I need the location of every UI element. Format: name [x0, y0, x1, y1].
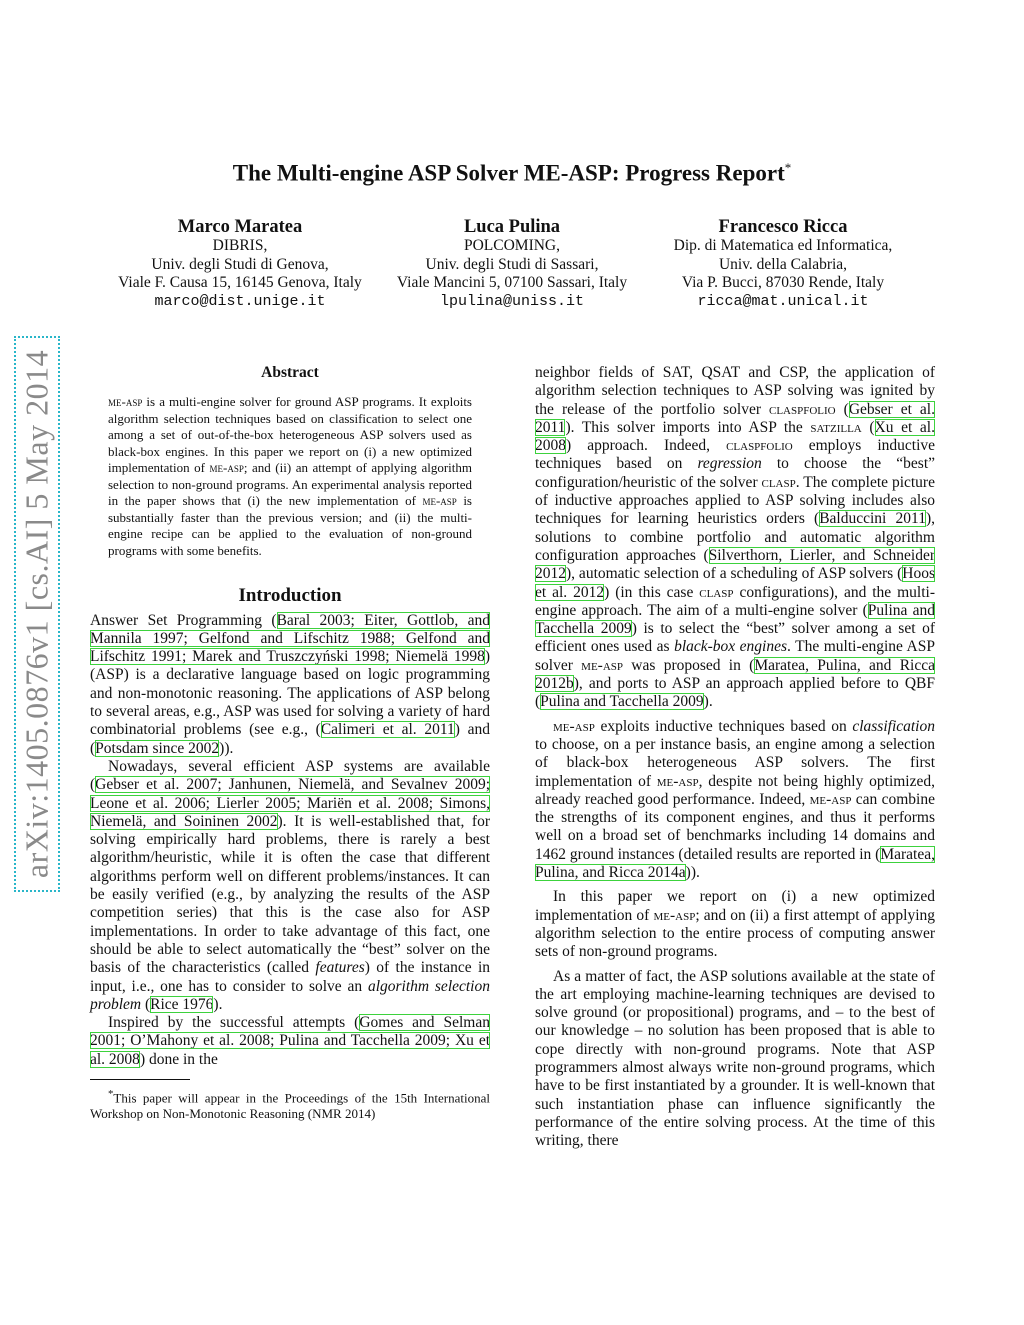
system-name: me-asp [809, 790, 852, 808]
citation-link[interactable]: Hoos et al. 2012 [535, 565, 935, 601]
left-column [90, 364, 490, 1122]
author-address: Viale Mancini 5, 07100 Sassari, Italy [396, 274, 628, 291]
author-affiliation: DIBRIS, [212, 237, 268, 254]
emphasis: features [315, 959, 365, 977]
intro-paragraph-1: Answer Set Programming (Baral 2003; Eiter, Gottlob, and Mannila 1997; Gelfond and Lifschitz 1988; Gelfond and Lifschitz 1991; Marek and Truszczyński 1998; Niemelä 1998) (ASP) is a declarative language based on logic programming and non-monotonic reasoning. The applications of ASP belong to several areas, e.g., ASP was used for solving a variety of hard combinatorial problems (see e.g., (Calimeri et al. 2011) and (Potsdam since 2002)). [90, 611, 491, 757]
abstract-heading: Abstract [261, 364, 319, 381]
author-email: ricca@mat.unical.it [697, 292, 869, 310]
author-name: Luca Pulina [463, 217, 561, 237]
author-affiliation: POLCOMING, [463, 237, 561, 254]
author-block-2 [372, 217, 652, 311]
body-paragraph-1: neighbor fields of SAT, QSAT and CSP, the application of algorithm selection techniques to ASP solving was ignited by the release of the portfolio solver claspfolio (Gebser et al. 2011). This solver imports into ASP the satzilla (Xu et al. 2008) approach. Indeed, claspfolio employs inductive techniques based on regression to choose the “best” configuration/heuristic of the solver clasp. The complete picture of inductive approaches applied to ASP solving includes also techniques for learning heuristics orders (Balduccini 2011), solutions to combine portfolio and automatic algorithm configuration approaches (Silverthorn, Lierler, and Schneider 2012), automatic selection of a scheduling of ASP solvers (Hoos et al. 2012) (in this case clasp configurations), and the multi-engine approach. The aim of a multi-engine solver (Pulina and Tacchella 2009) is to select the “best” solver among a set of efficient ones used as black-box engines. The multi-engine ASP solver me-asp was proposed in (Maratea, Pulina, and Ricca 2012b), and ports to ASP an approach applied before to QBF (Pulina and Tacchella 2009). [535, 364, 936, 711]
author-name: Marco Maratea [177, 217, 303, 237]
arxiv-identifier-box [14, 336, 60, 892]
system-name: me-asp [108, 394, 143, 410]
intro-paragraph-2: Nowadays, several efficient ASP systems are available (Gebser et al. 2007; Janhunen, Niemelä, and Sevalnev 2009; Leone et al. 2006; Lierler 2005; Mariën et al. 2008; Simons, Niemelä, and Soininen 2002). It is well-established that, for solving empirically hard problems, there is rarely a best algorithm/heuristic, while it is often the case that different algorithms perform well on different problems/instances. It can be easily verified (e.g., by analyzing the results of the ASP competition series) that this is the case also for ASP implementations. In order to take advantage of this fact, one should be able to select automatically the “best” solver on the basis of the characteristics (called features) of the instance in input, i.e., one has to consider to solve an algorithm selection problem (Rice 1976). [90, 757, 490, 1013]
system-name: me-asp [209, 460, 244, 476]
citation-link[interactable]: Calimeri et al. 2011 [320, 721, 455, 739]
system-name: me-asp [553, 717, 595, 735]
citation-link[interactable]: Rice 1976 [150, 995, 214, 1013]
system-name: clasp [761, 473, 796, 491]
author-block-1 [90, 217, 390, 311]
author-address: Viale F. Causa 15, 16145 Genova, Italy [118, 274, 362, 291]
body-paragraph-3: In this paper we report on (i) a new optimized implementation of me-asp; and on (ii) a first attempt of applying algorithm selection to the entire process of computing answer sets of non-ground programs. [535, 888, 935, 961]
system-name: me-asp [581, 656, 624, 674]
emphasis: algorithm selection problem [90, 977, 490, 1013]
author-email: lpulina@uniss.it [439, 292, 585, 310]
arxiv-identifier: arXiv:1405.0876v1 [cs.AI] 5 May 2014 [18, 349, 55, 879]
emphasis: classification [852, 717, 935, 735]
citation-link[interactable]: Maratea, Pulina, and Ricca 2012b [535, 656, 935, 693]
emphasis: regression [697, 455, 762, 473]
system-name: me-asp [656, 772, 699, 790]
section-heading-introduction: Introduction [238, 585, 342, 607]
citation-link[interactable]: Gebser et al. 2011 [535, 400, 935, 436]
emphasis: black-box engines [674, 638, 788, 656]
right-column [535, 364, 935, 1150]
citation-link[interactable]: Gomes and Selman 2001; O’Mahony et al. 2008; Pulina and Tacchella 2009; Xu et al. 2008 [90, 1014, 490, 1068]
author-name: Francesco Ricca [718, 217, 848, 237]
footnote-mark: * [108, 1088, 114, 1101]
citation-link[interactable]: Pulina and Tacchella 2009 [535, 601, 935, 638]
author-email: marco@dist.unige.it [154, 292, 326, 310]
system-name: claspfolio [726, 437, 793, 455]
body-paragraph-4: As a matter of fact, the ASP solutions available at the state of the art employing machine-learning techniques are devised to solve ground (or propositional) programs, and – to the best of our knowledge – no solution has been proposed that is able to cope directly with non-ground programs. Note that ASP programmers almost always write non-ground programs, which have to be first instantiated by a grounder. It is well-known that such instantiation phase can influence significantly the performance of the entire solving process. At the time of this writing, there [535, 967, 935, 1150]
body-paragraph-2: me-asp exploits inductive techniques based on classification to choose, on a per instance basis, an engine among a selection of black-box heterogeneous ASP solvers. The first implementation of me-asp, despite not being highly optimized, already reached good performance. Indeed, me-asp can combine the strengths of its component engines, and thus it performs well on a broad set of benchmarks including 14 domains and 1462 ground instances (detailed results are reported in (Maratea, Pulina, and Ricca 2014a)). [535, 717, 935, 882]
citation-link[interactable]: Gebser et al. 2007; Janhunen, Niemelä, and Sevalnev 2009; Leone et al. 2006; Lierler 2005; Mariën et al. 2008; Simons, Niemelä, and Soininen 2002 [90, 776, 490, 830]
system-name: claspfolio [769, 400, 836, 418]
citation-link[interactable]: Pulina and Tacchella 2009 [540, 693, 704, 711]
title-footnote-mark: * [784, 160, 792, 175]
author-affiliation: Univ. degli Studi di Genova, [151, 255, 329, 273]
author-address: Via P. Bucci, 87030 Rende, Italy [681, 274, 885, 291]
citation-link[interactable]: Xu et al. 2008 [535, 418, 935, 455]
author-affiliation: Univ. della Calabria, [718, 255, 848, 273]
footnote: *This paper will appear in the Proceedings of the 15th International Workshop on Non-Monotonic Reasoning (NMR 2014) [90, 1088, 490, 1122]
abstract-text: me-asp is a multi-engine solver for ground ASP programs. It exploits algorithm selection techniques based on classification to select one among a set of out-of-the-box heterogeneous ASP solvers used as black-box engines. In this paper we report on (i) a new optimized implementation of me-asp; and (ii) an attempt of applying algorithm selection to non-ground programs. An experimental analysis reported in the paper shows that (i) the new implementation of me-asp is substantially faster than the previous version; and (ii) the multi-engine recipe can be applied to the evaluation of non-ground programs with some benefits. [108, 394, 473, 558]
system-name: satzilla [810, 418, 862, 436]
paper-title: The Multi-engine ASP Solver ME-ASP: Progress Report [232, 160, 785, 186]
citation-link[interactable]: Maratea, Pulina, and Ricca 2014a [535, 845, 935, 882]
system-name: clasp [699, 583, 734, 601]
citation-link[interactable]: Silverthorn, Lierler, and Schneider 2012 [535, 546, 935, 583]
author-block-3 [640, 217, 926, 311]
system-name: me-asp [422, 493, 457, 509]
author-affiliation: Dip. di Matematica ed Informatica, [673, 237, 893, 254]
system-name: me-asp [653, 906, 696, 924]
footnote-rule [90, 1079, 190, 1080]
citation-link[interactable]: Balduccini 2011 [819, 510, 926, 528]
intro-paragraph-3: Inspired by the successful attempts (Gomes and Selman 2001; O’Mahony et al. 2008; Pulina and Tacchella 2009; Xu et al. 2008) done in the [90, 1014, 490, 1068]
paper-title-block [0, 160, 1024, 187]
author-affiliation: Univ. degli Studi di Sassari, [425, 255, 599, 273]
citation-link[interactable]: Baral 2003; Eiter, Gottlob, and Mannila 1997; Gelfond and Lifschitz 1988; Gelfond and Lifschitz 1991; Marek and Truszczyński 1998; Niemelä 1998 [90, 611, 491, 666]
citation-link[interactable]: Potsdam since 2002 [95, 739, 220, 757]
